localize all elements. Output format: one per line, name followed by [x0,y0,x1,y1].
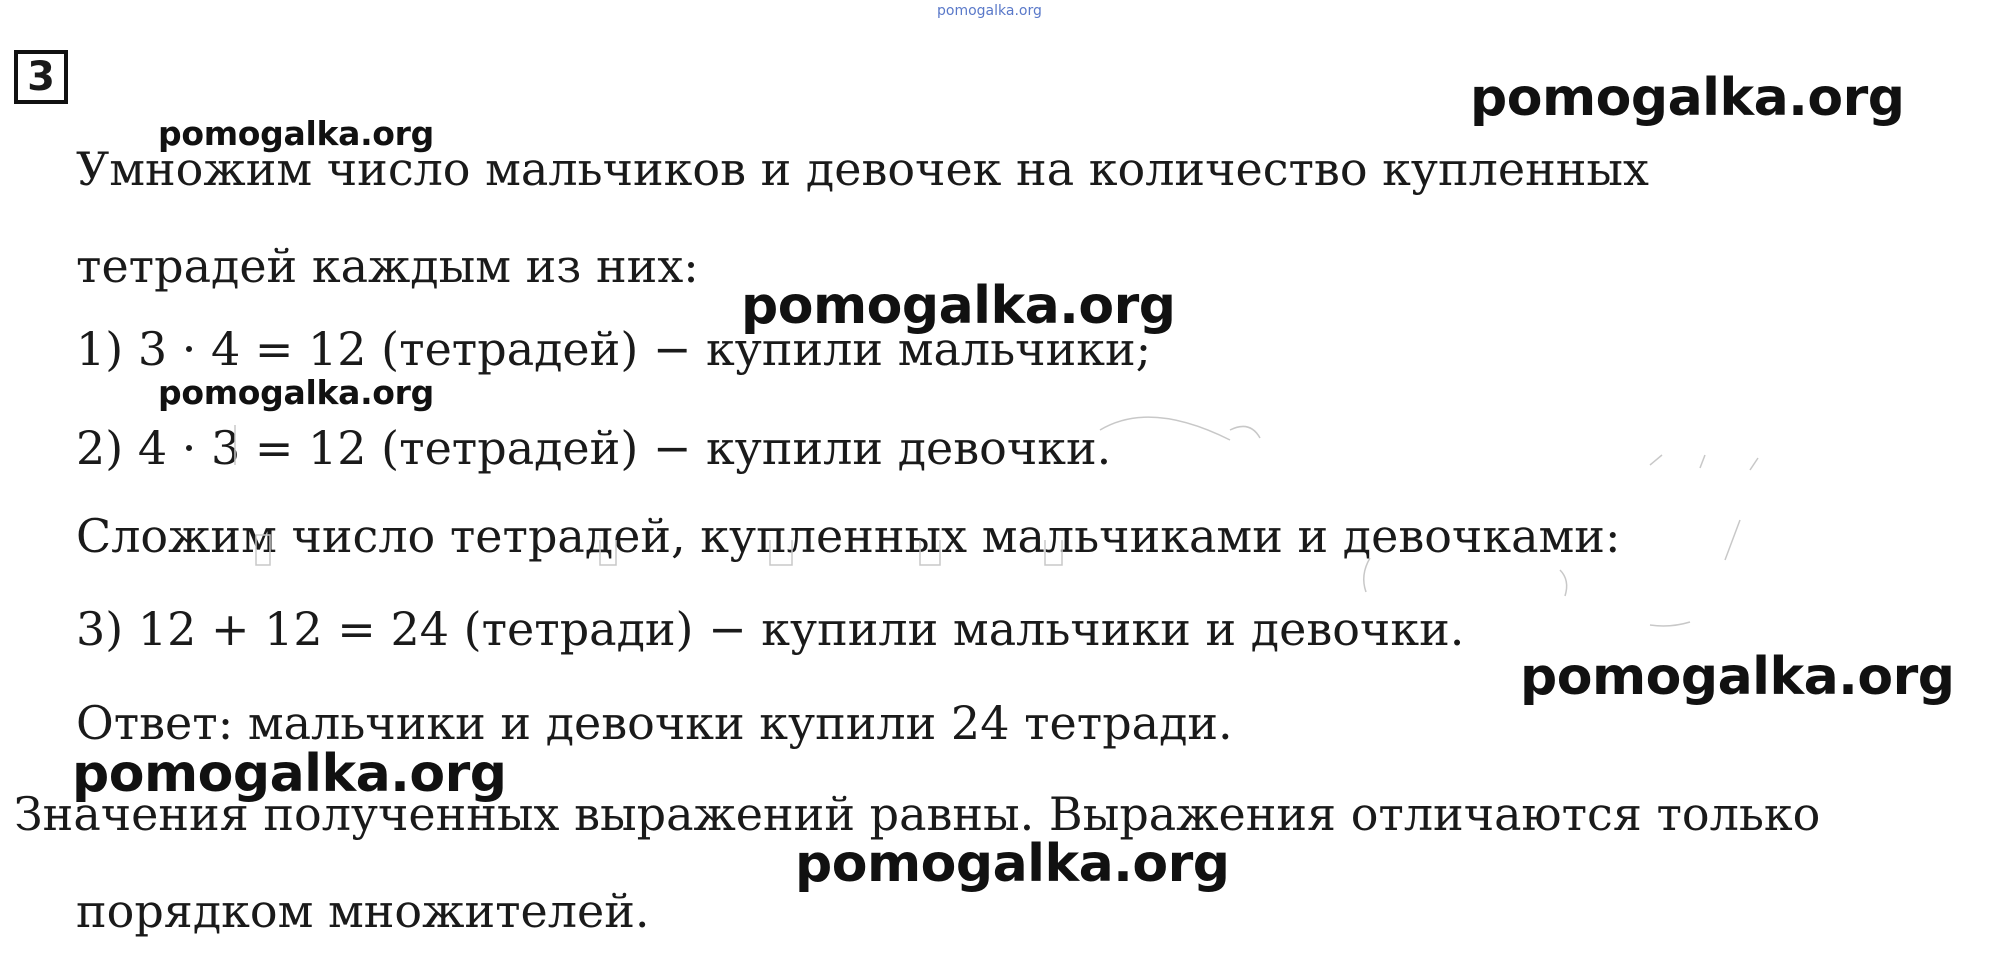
watermark-6: pomogalka.org [72,744,507,804]
solution-line-4: 2) 4 · 3 = 12 (тетрадей) − купили девочки. [76,421,1112,475]
watermark-1: pomogalka.org [158,114,434,153]
watermark-5: pomogalka.org [1520,647,1955,707]
watermark-4: pomogalka.org [158,373,434,412]
conclusion-line-1: Значения полученных выражений равны. Выражения отличаются только [14,787,1821,841]
task-number-box [14,50,68,104]
watermark-3: pomogalka.org [741,276,1176,336]
task-number: 3 [27,54,55,100]
solution-line-6: 3) 12 + 12 = 24 (тетради) − купили мальчики и девочки. [76,602,1465,656]
solution-line-2: тетрадей каждым из них: [76,239,699,293]
conclusion-line-2: порядком множителей. [76,884,650,938]
solution-line-5: Сложим число тетрадей, купленных мальчиками и девочками: [76,509,1621,563]
solution-line-3: 1) 3 · 4 = 12 (тетрадей) − купили мальчики; [76,322,1152,376]
watermark-2: pomogalka.org [1470,68,1905,128]
watermark-7: pomogalka.org [795,834,1230,894]
answer-line: Ответ: мальчики и девочки купили 24 тетради. [76,696,1233,750]
solution-line-1: Умножим число мальчиков и девочек на количество купленных [76,142,1649,196]
watermark-top: pomogalka.org [937,3,1042,19]
